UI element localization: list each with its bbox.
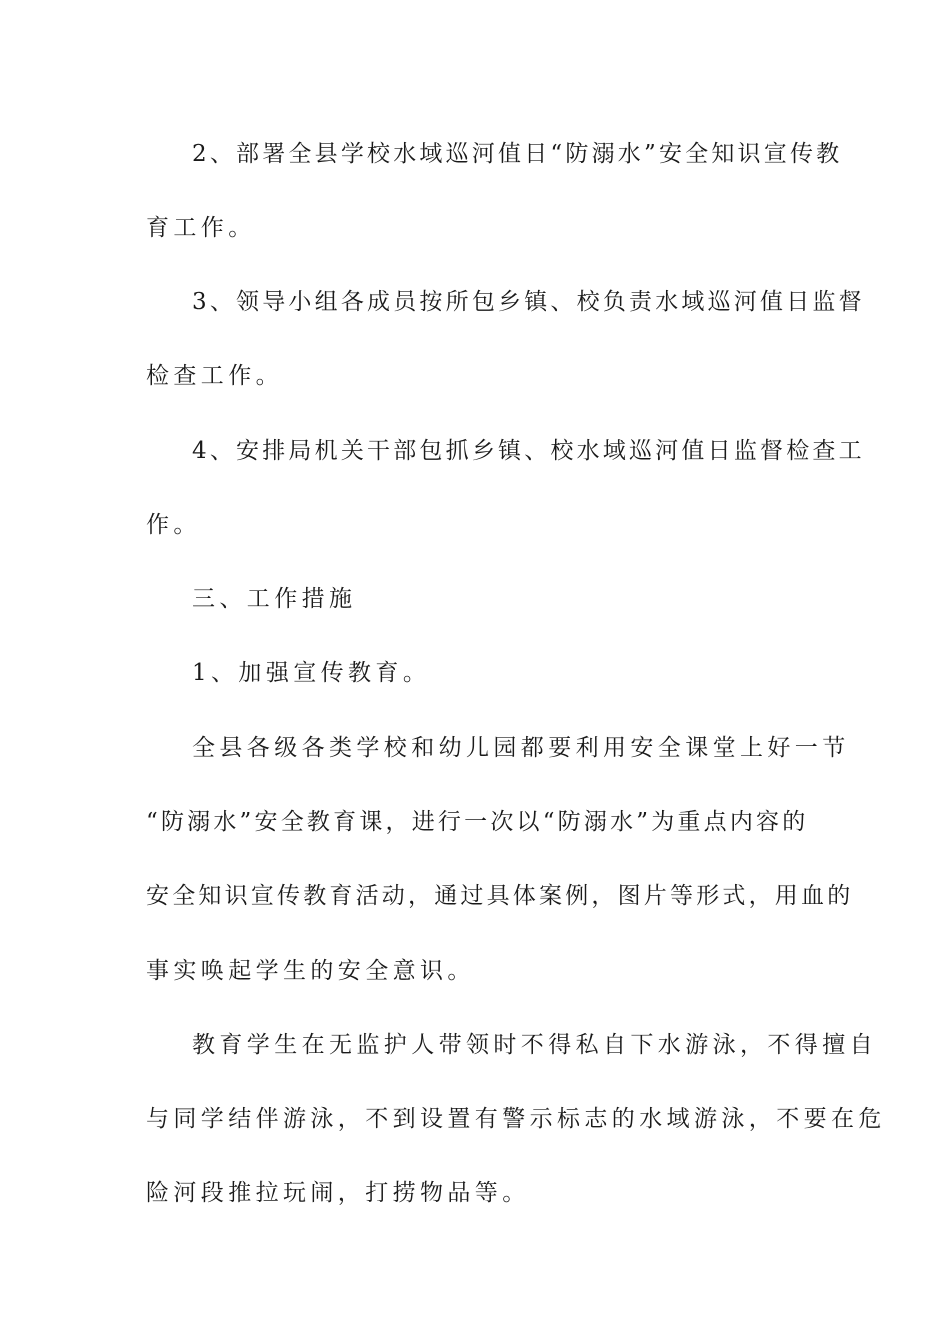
paragraph-line: 险河段推拉玩闹，打捞物品等。 [146, 1180, 530, 1206]
paragraph-line: 3、领导小组各成员按所包乡镇、校负责水域巡河值日监督 [192, 289, 865, 315]
paragraph-line: 4、安排局机关干部包抓乡镇、校水域巡河值日监督检查工 [192, 438, 865, 464]
paragraph-line: 全县各级各类学校和幼儿园都要利用安全课堂上好一节 [192, 735, 850, 761]
paragraph-line: 2、部署全县学校水域巡河值日“防溺水”安全知识宣传教 [192, 141, 843, 167]
subsection-heading: 1、加强宣传教育。 [192, 660, 431, 686]
paragraph-line: 事实唤起学生的安全意识。 [146, 958, 475, 984]
paragraph-line: 育工作。 [146, 215, 256, 241]
paragraph-line: “防溺水”安全教育课，进行一次以“防溺水”为重点内容的 [146, 809, 809, 835]
paragraph-line: 安全知识宣传教育活动，通过具体案例，图片等形式，用血的 [146, 883, 854, 909]
paragraph-line: 教育学生在无监护人带领时不得私自下水游泳，不得擅自 [192, 1032, 877, 1058]
paragraph-line: 检查工作。 [146, 363, 283, 389]
paragraph-line: 与同学结伴游泳，不到设置有警示标志的水域游泳，不要在危 [146, 1106, 886, 1132]
section-heading: 三、工作措施 [192, 586, 357, 612]
paragraph-line: 作。 [146, 512, 201, 538]
